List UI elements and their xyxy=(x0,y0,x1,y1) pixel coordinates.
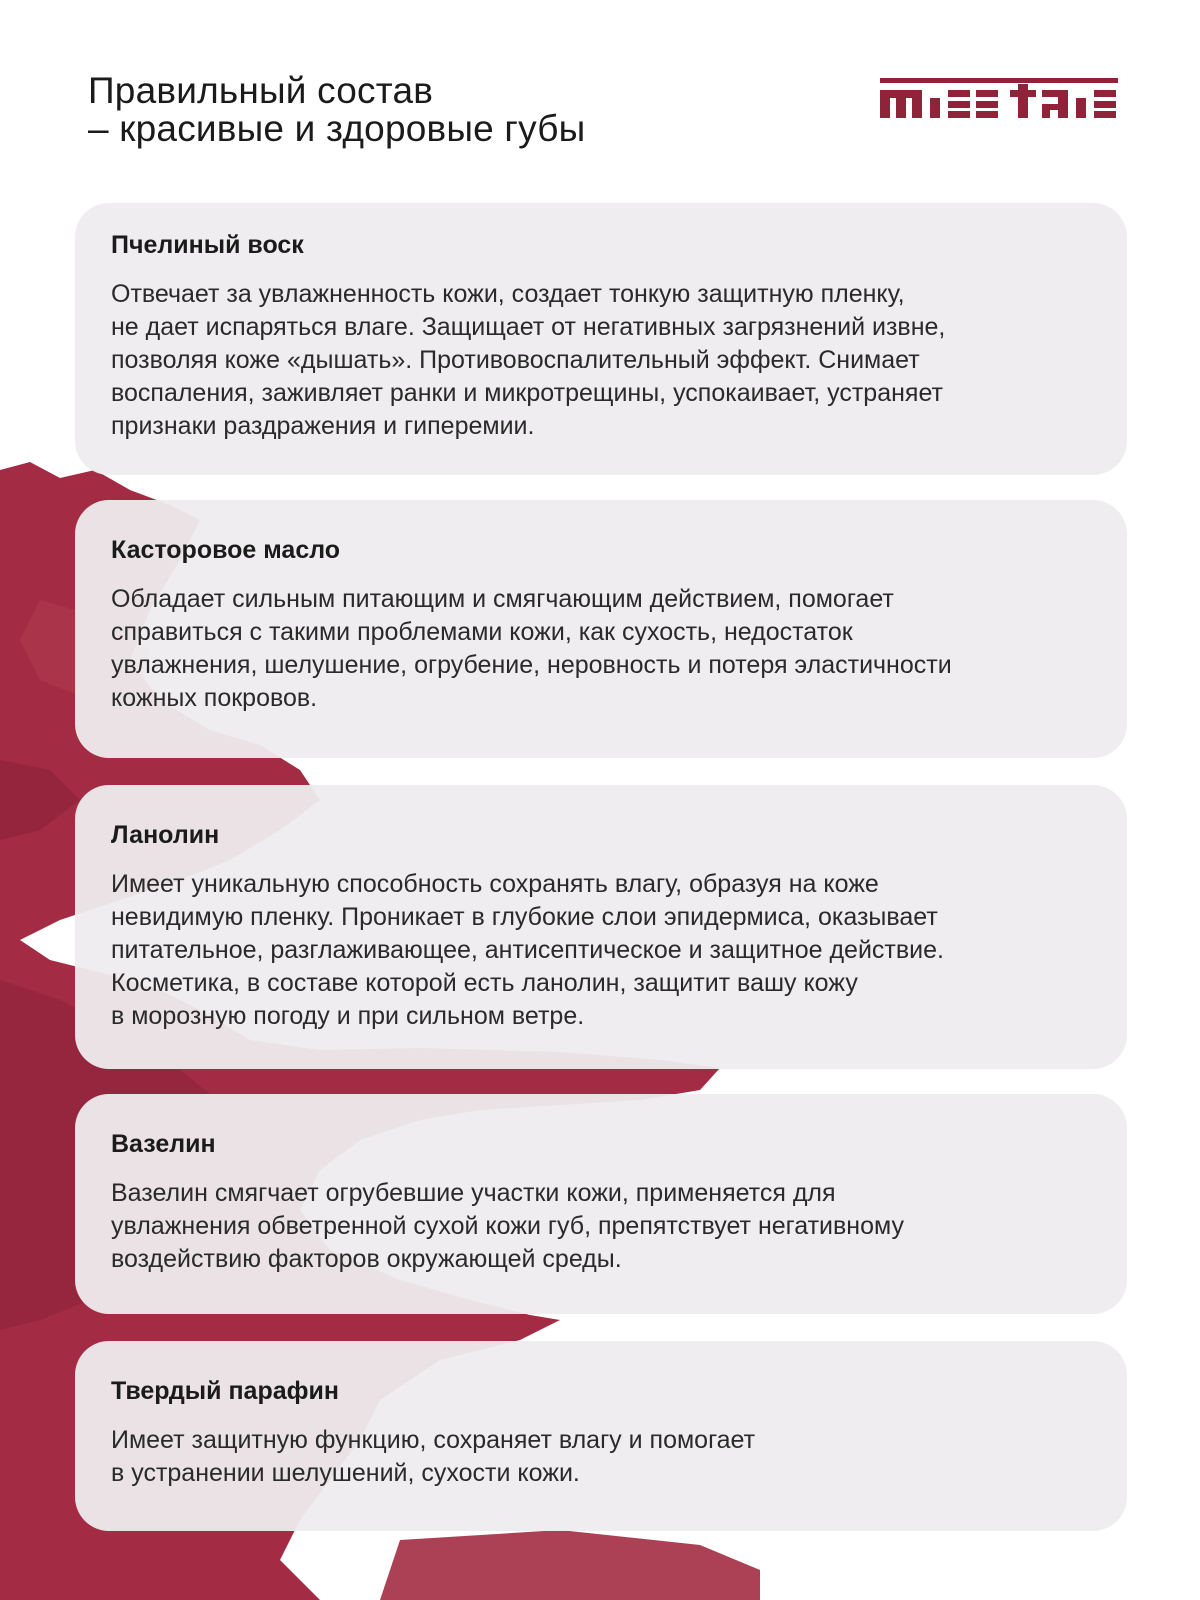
ingredient-title: Вазелин xyxy=(111,1130,216,1158)
ingredient-description: Вазелин смягчает огрубевшие участки кожи, применяется для увлажнения обветренной сухой кожи губ, препятствует негативному воздействию факторов окружающей среды. xyxy=(111,1179,904,1273)
ingredient-description: Обладает сильным питающим и смягчающим действием, помогает справиться с такими проблемами кожи, как сухость, недостаток увлажнения, шелушение, огрубение, неровность и потеря эластичности кожных покровов. xyxy=(111,585,952,712)
ingredient-card-vaseline xyxy=(75,1094,1127,1314)
page-title-line-1: Правильный состав xyxy=(88,70,434,111)
ingredient-card-beeswax xyxy=(75,203,1127,475)
ingredient-card-castor-oil xyxy=(75,500,1127,758)
ingredient-title: Касторовое масло xyxy=(111,536,341,564)
ingredient-card-lanolin xyxy=(75,785,1127,1069)
page-title-line-2: – красивые и здоровые губы xyxy=(88,108,586,149)
ingredient-title: Пчелиный воск xyxy=(111,231,304,259)
brand-logo-mark xyxy=(880,78,1118,124)
ingredient-description: Отвечает за увлажненность кожи, создает тонкую защитную пленку, не дает испаряться влаге. Защищает от негативных загрязнений извне, позволяя коже «дышать». Противовоспалительный эффект. Снимает воспаления, заживляет ранки и микротрещины, успокаивает, устраняет признаки раздражения и гиперемии. xyxy=(111,280,946,440)
page-title xyxy=(88,72,585,148)
brand-logo xyxy=(880,78,1118,124)
ingredient-description: Имеет уникальную способность сохранять влагу, образуя на коже невидимую пленку. Проникает в глубокие слои эпидермиса, оказывает питательное, разглаживающее, антисептическое и защитное действие. Косметика, в составе которой есть ланолин, защитит вашу кожу в морозную погоду и при сильном ветре. xyxy=(111,870,944,1030)
ingredient-description: Имеет защитную функцию, сохраняет влагу и помогает в устранении шелушений, сухости кожи. xyxy=(111,1426,756,1487)
ingredient-card-paraffin xyxy=(75,1341,1127,1531)
ingredient-title: Ланолин xyxy=(111,821,220,849)
ingredient-title: Твердый парафин xyxy=(111,1377,339,1405)
